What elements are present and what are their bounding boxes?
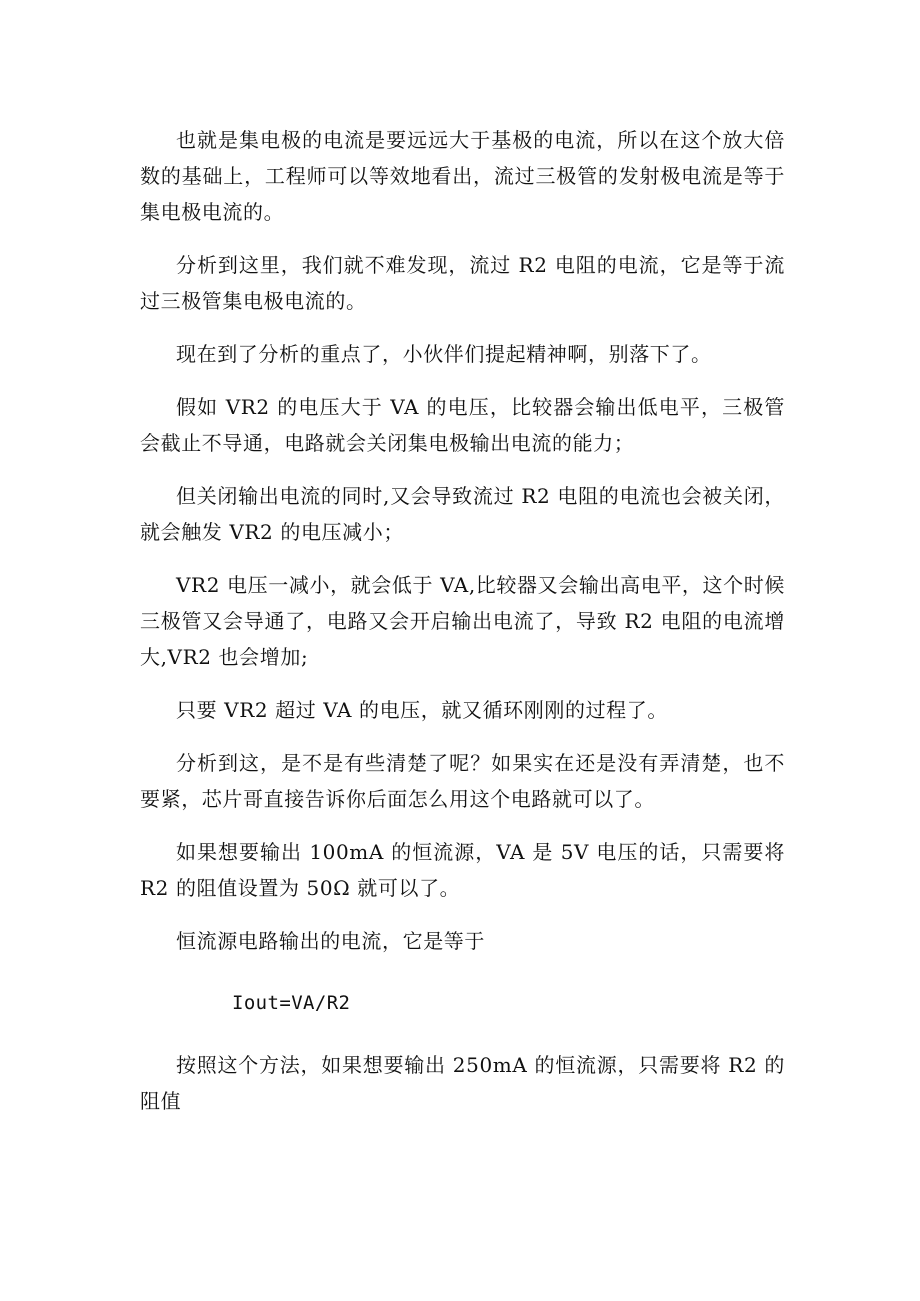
paragraph-vr2-decrease: VR2 电压一减小，就会低于 VA,比较器又会输出高电平，这个时候三极管又会导通了，电路又会开启输出电流了，导致 R2 电阻的电流增大,VR2 也会增加; [140, 573, 785, 669]
paragraph-collector-current: 也就是集电极的电流是要远远大于基极的电流，所以在这个放大倍数的基础上，工程师可以等效地看出，流过三极管的发射极电流是等于集电极电流的。 [140, 128, 785, 224]
paragraph-vr2-greater: 假如 VR2 的电压大于 VA 的电压，比较器会输出低电平，三极管会截止不导通，电路就会关闭集电极输出电流的能力； [140, 395, 785, 455]
formula-iout: Iout=VA/R2 [232, 992, 351, 1014]
document-body [140, 122, 785, 1136]
paragraph-close-output: 但关闭输出电流的同时,又会导致流过 R2 电阻的电流也会被关闭，就会触发 VR2 的电压减小； [140, 484, 785, 544]
paragraph-250ma-example: 按照这个方法，如果想要输出 250mA 的恒流源，只需要将 R2 的阻值 [140, 1053, 785, 1113]
paragraph-focus: 现在到了分析的重点了，小伙伴们提起精神啊，别落下了。 [176, 342, 712, 366]
paragraph-100ma-example: 如果想要输出 100mA 的恒流源，VA 是 5V 电压的话，只需要将 R2 的阻值设置为 50Ω 就可以了。 [140, 840, 785, 900]
paragraph-r2-current: 分析到这里，我们就不难发现，流过 R2 电阻的电流，它是等于流过三极管集电极电流的。 [140, 253, 785, 313]
paragraph-loop: 只要 VR2 超过 VA 的电压，就又循环刚刚的过程了。 [176, 698, 668, 722]
paragraph-output-current-intro: 恒流源电路输出的电流，它是等于 [176, 929, 485, 953]
paragraph-summary: 分析到这，是不是有些清楚了呢？如果实在还是没有弄清楚，也不要紧，芯片哥直接告诉你后面怎么用这个电路就可以了。 [140, 751, 785, 811]
